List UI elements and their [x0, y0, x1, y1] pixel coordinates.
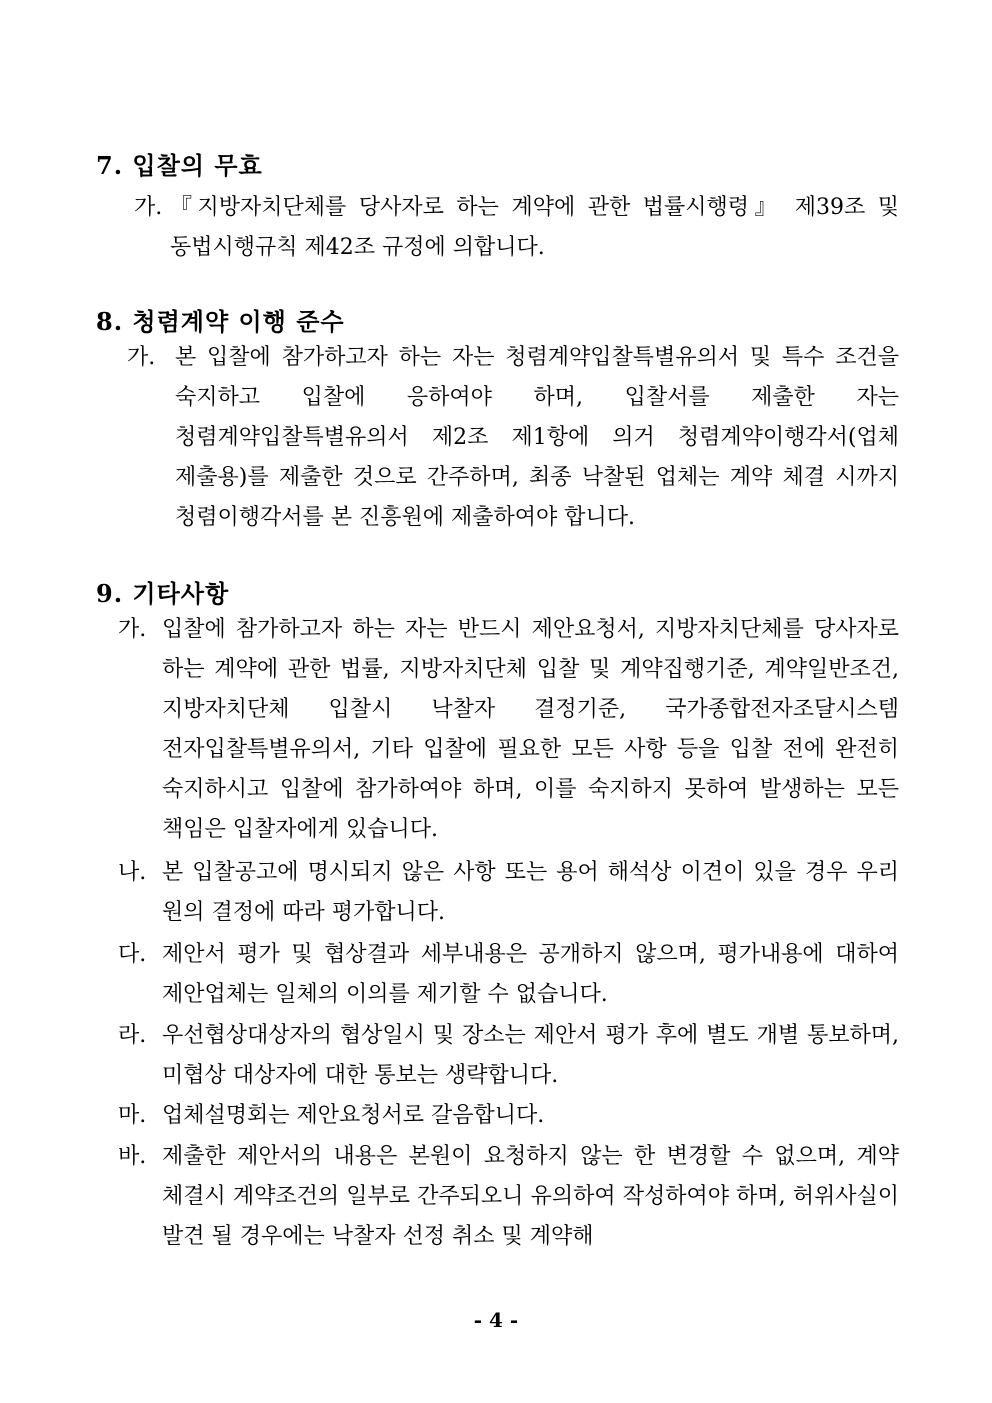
- item-marker: 다.: [118, 942, 147, 967]
- section-title-8: 8. 청렴계약 이행 준수: [96, 307, 345, 336]
- item-text: 본 입찰공고에 명시되지 않은 사항 또는 용어 해석상 이견이 있을 경우 우리 원의 결정에 따라 평가합니다.: [162, 860, 899, 925]
- item-text: 업체설명회는 제안요청서로 갈음합니다.: [162, 1103, 545, 1128]
- item-marker: 가.: [118, 617, 147, 642]
- section-9-item-na: [118, 853, 899, 933]
- item-marker: 바.: [118, 1144, 147, 1169]
- item-text: 우선협상대상자의 협상일시 및 장소는 제안서 평가 후에 별도 개별 통보하며, 미협상 대상자에 대한 통보는 생략합니다.: [162, 1023, 899, 1088]
- section-9-item-da: [118, 935, 899, 1015]
- section-9-item-ba: [118, 1137, 899, 1257]
- section-9-item-ma: [118, 1096, 899, 1136]
- section-title-9: 9. 기타사항: [96, 579, 230, 608]
- item-marker: 라.: [118, 1023, 147, 1048]
- item-text: 본 입찰에 참가하고자 하는 자는 청렴계약입찰특별유의서 및 특수 조건을 숙지하고 입찰에 응하여야 하며, 입찰서를 제출한 자는 청렴계약입찰특별유의서 제2조 제1항에 의거 청렴계약이행각서(업체 제출용)를 제출한 것으로 간주하며, 최종 낙찰된 업체는 계약 체결 시까지 청렴이행각서를 본 진흥원에 제출하여야 합니다.: [175, 345, 899, 530]
- item-marker: 가.: [127, 345, 156, 370]
- item-text: 입찰에 참가하고자 하는 자는 반드시 제안요청서, 지방자치단체를 당사자로 하는 계약에 관한 법률, 지방자치단체 입찰 및 계약집행기준, 계약일반조건, 지방자치단체 입찰시 낙찰자 결정기준, 국가종합전자조달시스템 전자입찰특별유의서, 기타 입찰에 필요한 모든 사항 등을 입찰 전에 완전히 숙지하시고 입찰에 참가하여야 하며, 이를 숙지하지 못하여 발생하는 모든 책임은 입찰자에게 있습니다.: [162, 617, 899, 842]
- section-9-item-ga: [118, 610, 899, 850]
- item-text: 『지방자치단체를 당사자로 하는 계약에 관한 법률시행령』 제39조 및 동법시행규칙 제42조 규정에 의합니다.: [170, 195, 899, 260]
- item-text: 제출한 제안서의 내용은 본원이 요청하지 않는 한 변경할 수 없으며, 계약 체결시 계약조건의 일부로 간주되오니 유의하여 작성하여야 하며, 허위사실이 발견 될 경우에는 낙찰자 선정 취소 및 계약해: [162, 1144, 899, 1249]
- item-marker: 마.: [118, 1103, 147, 1128]
- section-title-7: 7. 입찰의 무효: [96, 151, 263, 180]
- section-7-item-ga: [134, 188, 899, 268]
- item-marker: 가.: [134, 195, 163, 220]
- section-9-item-ra: [118, 1016, 899, 1096]
- section-8-item-ga: [127, 338, 899, 538]
- item-marker: 나.: [118, 860, 147, 885]
- page-number: - 4 -: [473, 1308, 519, 1332]
- item-text: 제안서 평가 및 협상결과 세부내용은 공개하지 않으며, 평가내용에 대하여 제안업체는 일체의 이의를 제기할 수 없습니다.: [162, 942, 899, 1007]
